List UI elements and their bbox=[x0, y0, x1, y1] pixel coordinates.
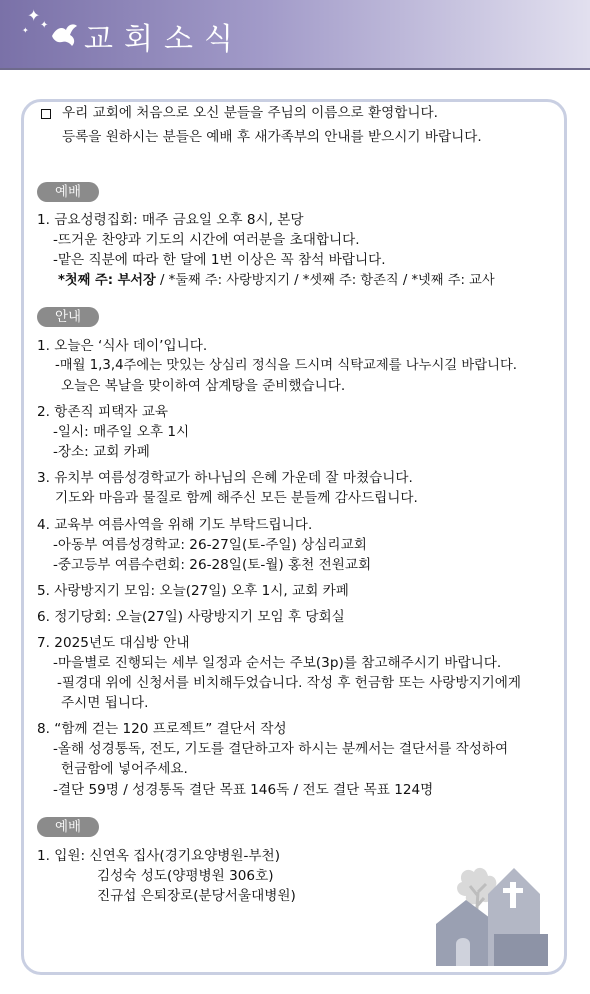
list-item-text: -올해 성경통독, 전도, 기도를 결단하고자 하시는 분께서는 결단서를 작성하여 bbox=[53, 741, 509, 757]
list-item-text: -아동부 여름성경학교: 26-27일(토-주일) 상심리교회 bbox=[53, 537, 367, 553]
list-item-title: 2. 항존직 피택자 교육 bbox=[37, 404, 168, 420]
list-item-title: 1. 입원: 신연옥 집사(경기요양병원-부천) bbox=[37, 848, 280, 864]
list-item-text bbox=[58, 272, 495, 290]
list-item-text: / *둘째 주: 사랑방지기 / *셋째 주: 항존직 / *넷째 주: 교사 bbox=[155, 273, 495, 288]
list-item-title: 1. 오늘은 ‘식사 데이’입니다. bbox=[37, 338, 208, 354]
list-item-text: 기도와 마음과 물질로 함께 해주신 모든 분들께 감사드립니다. bbox=[55, 490, 418, 506]
list-item-text: -맡은 직분에 따라 한 달에 1번 이상은 꼭 참석 바랍니다. bbox=[53, 252, 386, 268]
emphasis-text: *첫째 주: 부서장 bbox=[58, 273, 156, 288]
list-item-text: -필경대 위에 신청서를 비치해두었습니다. 작성 후 헌금함 또는 사랑방지기에게 bbox=[57, 675, 522, 691]
list-item-text: 오늘은 복날을 맞이하여 삼계탕을 준비했습니다. bbox=[61, 378, 346, 394]
dove-icon bbox=[50, 22, 78, 48]
section-badge-worship: 예배 bbox=[37, 817, 99, 837]
list-item-text: 주시면 됩니다. bbox=[61, 695, 149, 711]
sparkle-icon: ✦ bbox=[22, 26, 29, 35]
list-item-title: 5. 사랑방지기 모임: 오늘(27일) 오후 1시, 교회 카페 bbox=[37, 583, 349, 599]
intro-line: 등록을 원하시는 분들은 예배 후 새가족부의 안내를 받으시기 바랍니다. bbox=[62, 129, 482, 145]
list-item-text: -일시: 매주일 오후 1시 bbox=[53, 424, 190, 440]
list-item-title: 8. “함께 걷는 120 프로젝트” 결단서 작성 bbox=[37, 721, 287, 737]
church-illustration-icon bbox=[436, 862, 548, 966]
list-item-text: -결단 59명 / 성경통독 결단 목표 146독 / 전도 결단 목표 124명 bbox=[53, 782, 434, 798]
list-item-title: 3. 유치부 여름성경학교가 하나님의 은혜 가운데 잘 마쳤습니다. bbox=[37, 470, 413, 486]
list-item-text: -중고등부 여름수련회: 26-28일(토-월) 홍천 전원교회 bbox=[53, 557, 372, 573]
list-item-text: -뜨거운 찬양과 기도의 시간에 여러분을 초대합니다. bbox=[53, 232, 360, 248]
sparkle-icon: ✦ bbox=[40, 20, 49, 31]
list-item-text: -매월 1,3,4주에는 맛있는 상심리 정식을 드시며 식탁교제를 나누시길 바랍니다. bbox=[55, 358, 518, 373]
list-item-text: 진규섭 은퇴장로(분당서울대병원) bbox=[97, 888, 296, 904]
section-badge-notice: 안내 bbox=[37, 307, 99, 327]
sparkle-icon: ✦ bbox=[27, 6, 41, 25]
checkbox-bullet-icon bbox=[41, 109, 51, 119]
list-item-title: 4. 교육부 여름사역을 위해 기도 부탁드립니다. bbox=[37, 517, 313, 533]
list-item-title: 7. 2025년도 대심방 안내 bbox=[37, 635, 190, 651]
intro-line: 우리 교회에 처음으로 오신 분들을 주님의 이름으로 환영합니다. bbox=[62, 105, 438, 121]
list-item-title: 6. 정기당회: 오늘(27일) 사랑방지기 모임 후 당회실 bbox=[37, 609, 345, 625]
page-title: 교회소식 bbox=[84, 22, 244, 57]
list-item-text: -장소: 교회 카페 bbox=[53, 444, 150, 460]
list-item-text: 헌금함에 넣어주세요. bbox=[61, 761, 188, 777]
list-item-title: 1. 금요성령집회: 매주 금요일 오후 8시, 본당 bbox=[37, 212, 304, 228]
list-item-text: 김성숙 성도(양평병원 306호) bbox=[97, 868, 274, 884]
list-item-text: -마을별로 진행되는 세부 일정과 순서는 주보(3p)를 참고해주시기 바랍니다. bbox=[53, 655, 502, 671]
header-banner bbox=[0, 0, 590, 70]
section-badge-worship: 예배 bbox=[37, 182, 99, 202]
